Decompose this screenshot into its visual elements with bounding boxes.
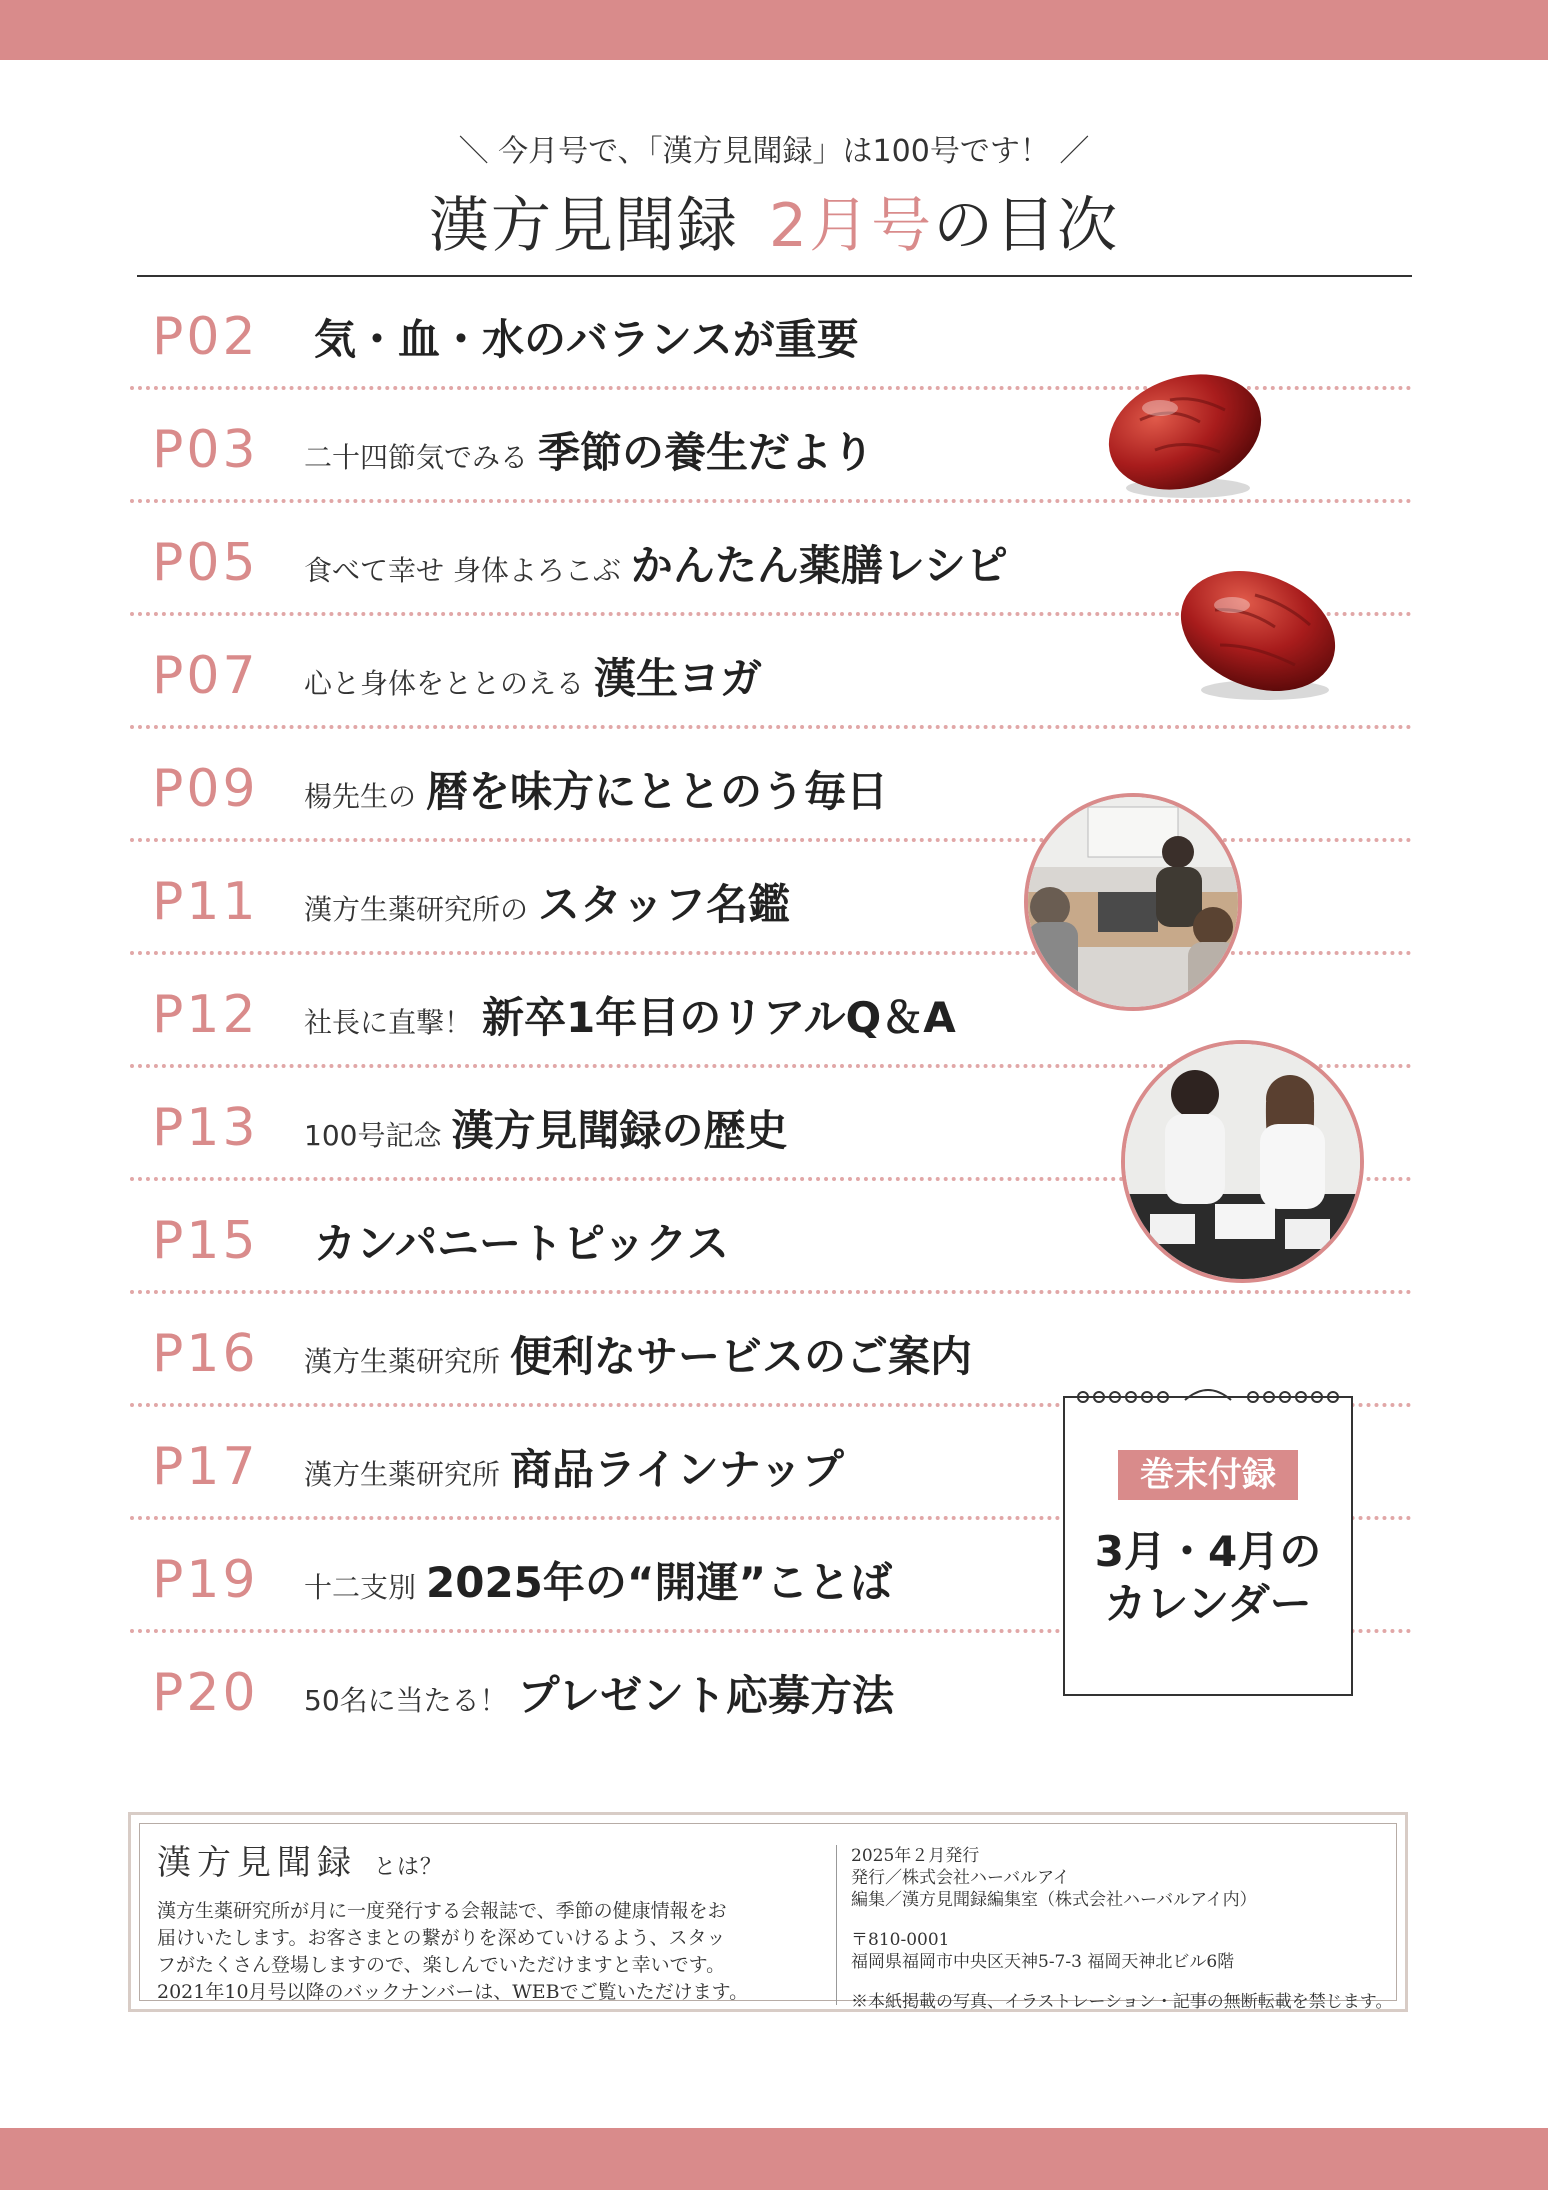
title-issue: 2月号 (768, 191, 934, 261)
about-description-line: 漢方生薬研究所が月に一度発行する会報誌で、季節の健康情報をお (157, 1900, 727, 1922)
toc-title: 2025年の“開運”ことば (426, 1558, 893, 1607)
postal-code: 〒810-0001 (851, 1930, 950, 1950)
toc-page-number: P02 (152, 307, 259, 367)
toc-title: 漢生ヨガ (594, 654, 763, 703)
toc-title: 暦を味方にととのう毎日 (426, 767, 889, 816)
meeting-photo-illustration (1028, 797, 1238, 1007)
toc-page-number: P15 (152, 1211, 259, 1271)
about-description (157, 1898, 937, 2006)
about-description-line: 2021年10月号以降のバックナンバーは、WEBでご覧いただけます。 (157, 1981, 749, 2003)
toc-page-number: P13 (152, 1098, 259, 1158)
toc-prefix: 二十四節気でみる (304, 441, 529, 474)
toc-title: 漢方見聞録の歴史 (451, 1106, 788, 1155)
publisher: 発行／株式会社ハーバルアイ (851, 1868, 1070, 1888)
editor: 編集／漢方見聞録編集室（株式会社ハーバルアイ内） (851, 1890, 1257, 1910)
toc-title: カンパニートピックス (314, 1219, 729, 1268)
about-heading-title: 漢方見聞録 (157, 1843, 357, 1883)
top-color-band (0, 0, 1548, 60)
toc-prefix: 食べて幸せ 身体よろこぶ (304, 554, 621, 587)
toc-page-number: P19 (152, 1550, 259, 1610)
toc-prefix: 50名に当たる！ (304, 1684, 508, 1717)
title-suffix: の目次 (933, 191, 1120, 261)
address: 福岡県福岡市中央区天神5-7-3 福岡天神北ビル6階 (851, 1952, 1235, 1972)
toc-title: 季節の養生だより (538, 428, 875, 477)
about-heading (157, 1835, 937, 1884)
about-description-line: フがたくさん登場しますので、楽しんでいただけますと幸いです。 (157, 1954, 726, 1976)
page-title (0, 178, 1548, 264)
toc-page-number: P05 (152, 533, 259, 593)
publication-info (851, 1845, 1393, 2013)
toc-prefix: 漢方生薬研究所 (304, 1458, 501, 1491)
staff-working-photo (1121, 1040, 1364, 1283)
toc-page-number: P16 (152, 1324, 259, 1384)
toc-prefix: 漢方生薬研究所 (304, 1345, 501, 1378)
bottom-color-band (0, 2128, 1548, 2190)
calendar-badge: 巻末付録 (1118, 1450, 1298, 1500)
toc-page-number: P17 (152, 1437, 259, 1497)
jujube-icon (1170, 555, 1345, 710)
about-box (128, 1812, 1408, 2012)
toc-prefix: 楊先生の (304, 780, 417, 813)
toc-prefix: 社長に直撃！ (304, 1006, 473, 1039)
about-description-line: 届けいたします。お客さまとの繋がりを深めていけるよう、スタッ (157, 1927, 726, 1949)
toc-page-number: P11 (152, 872, 259, 932)
calendar-line-2: カレンダー (1104, 1579, 1312, 1628)
toc-prefix: 漢方生薬研究所の (304, 893, 529, 926)
toc-title: 便利なサービスのご案内 (510, 1332, 973, 1381)
calendar-binder-rings-icon (1063, 1382, 1353, 1412)
toc-row[interactable] (130, 729, 1412, 842)
toc-prefix: 100号記念 (304, 1119, 442, 1152)
toc-page-number: P03 (152, 420, 259, 480)
staff-meeting-photo (1024, 793, 1242, 1011)
issue-date: 2025年２月発行 (851, 1846, 980, 1866)
toc-page-number: P07 (152, 646, 259, 706)
toc-title: プレゼント応募方法 (517, 1671, 894, 1720)
calendar-line-1: 3月・4月の (1094, 1527, 1322, 1576)
working-photo-illustration (1125, 1044, 1360, 1279)
toc-page-number: P12 (152, 985, 259, 1045)
toc-title: スタッフ名鑑 (538, 880, 791, 929)
jujube-icon (1100, 360, 1270, 510)
about-section (157, 1835, 937, 2006)
issue-subtitle: ＼ 今月号で、「漢方見聞録」は100号です！ ／ (458, 134, 1090, 169)
toc-page-number: P20 (152, 1663, 259, 1723)
calendar-title (1065, 1526, 1351, 1630)
toc-title: 気・血・水のバランスが重要 (314, 315, 859, 364)
calendar-appendix (1063, 1396, 1353, 1696)
title-main: 漢方見聞録 (428, 191, 739, 261)
toc-prefix: 十二支別 (304, 1571, 417, 1604)
copyright-notice: ※本紙掲載の写真、イラストレーション・記事の無断転載を禁じます。 (851, 1992, 1393, 2012)
toc-page-number: P09 (152, 759, 259, 819)
about-divider (836, 1845, 837, 2005)
toc-prefix: 心と身体をととのえる (304, 667, 585, 700)
toc-title: かんたん薬膳レシピ (630, 541, 1008, 590)
toc-title: 商品ラインナップ (510, 1445, 844, 1494)
about-heading-suffix: とは？ (373, 1855, 443, 1880)
toc-title: 新卒1年目のリアルQ＆A (482, 993, 956, 1042)
